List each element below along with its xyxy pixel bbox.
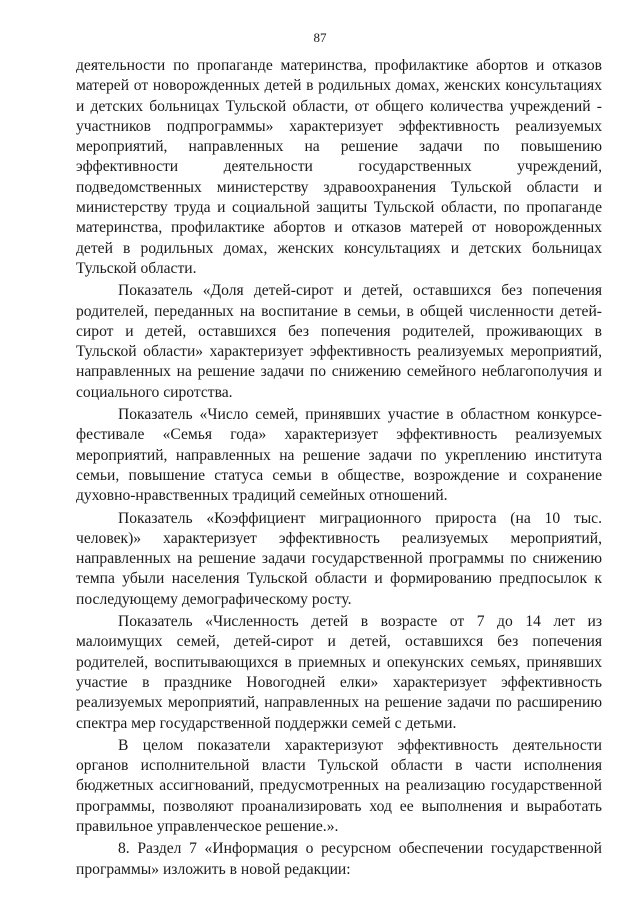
paragraph-family-contest-indicator: Показатель «Число семей, принявших участие в областном конкурсе-фестивале «Семья года» характеризует эффективность реализуемых мероприятий, направленных на решение задачи по укреплению института семьи, повышение статуса семьи в обществе, возрождение и сохранение духовно-нравственных традиций семейных отношений.: [76, 406, 602, 505]
paragraph-continuation: деятельности по пропаганде материнства, профилактике абортов и отказов матерей от новорожденных детей в родильных домах, женских консультациях и детских больницах Тульской области, от общего количества учреждений - участников подпрограммы» характеризует эффективность реализуемых мероприятий, направленных на решение задачи по повышению эффективности деятельности государственных учреждений, подведомственных министерству здравоохранения Тульской области и министерству труда и социальной защиты Тульской области, по пропаганде материнства, профилактике абортов и отказов матерей от новорожденных детей в родильных домах, женских консультациях и детских больницах Тульской области.: [76, 57, 602, 277]
paragraph-migration-indicator: Показатель «Коэффициент миграционного прироста (на 10 тыс. человек)» характеризует эффективность реализуемых мероприятий, направленных на решение задачи государственной программы по снижению темпа убыли населения Тульской области и формированию предпосылок к последующему демографическому росту.: [76, 509, 602, 608]
paragraph-summary: В целом показатели характеризуют эффективность деятельности органов исполнительной власти Тульской области в части исполнения бюджетных ассигнований, предусмотренных на реализацию государственной программы, позволяют проанализировать ход ее выполнения и выработать правильное управленческое решение.».: [76, 736, 602, 835]
page-number: 87: [313, 30, 327, 45]
document-body: [76, 56, 602, 882]
paragraph-section-7: 8. Раздел 7 «Информация о ресурсном обеспечении государственной программы» изложить в новой редакции:: [76, 840, 602, 878]
paragraph-new-year-indicator: Показатель «Численность детей в возрасте от 7 до 14 лет из малоимущих семей, детей-сирот и детей, оставшихся без попечения родителей, воспитывающихся в приемных и опекунских семьях, принявших участие в празднике Новогодней елки» характеризует эффективность реализуемых мероприятий, направленных на решение задачи по расширению спектра мер государственной поддержки семей с детьми.: [76, 613, 602, 732]
paragraph-orphans-indicator: Показатель «Доля детей-сирот и детей, оставшихся без попечения родителей, переданных на воспитание в семьи, в общей численности детей-сирот и детей, оставшихся без попечения родителей, проживающих в Тульской области» характеризует эффективность реализуемых мероприятий, направленных на решение задачи по снижению семейного неблагополучия и социального сиротства.: [76, 282, 602, 401]
